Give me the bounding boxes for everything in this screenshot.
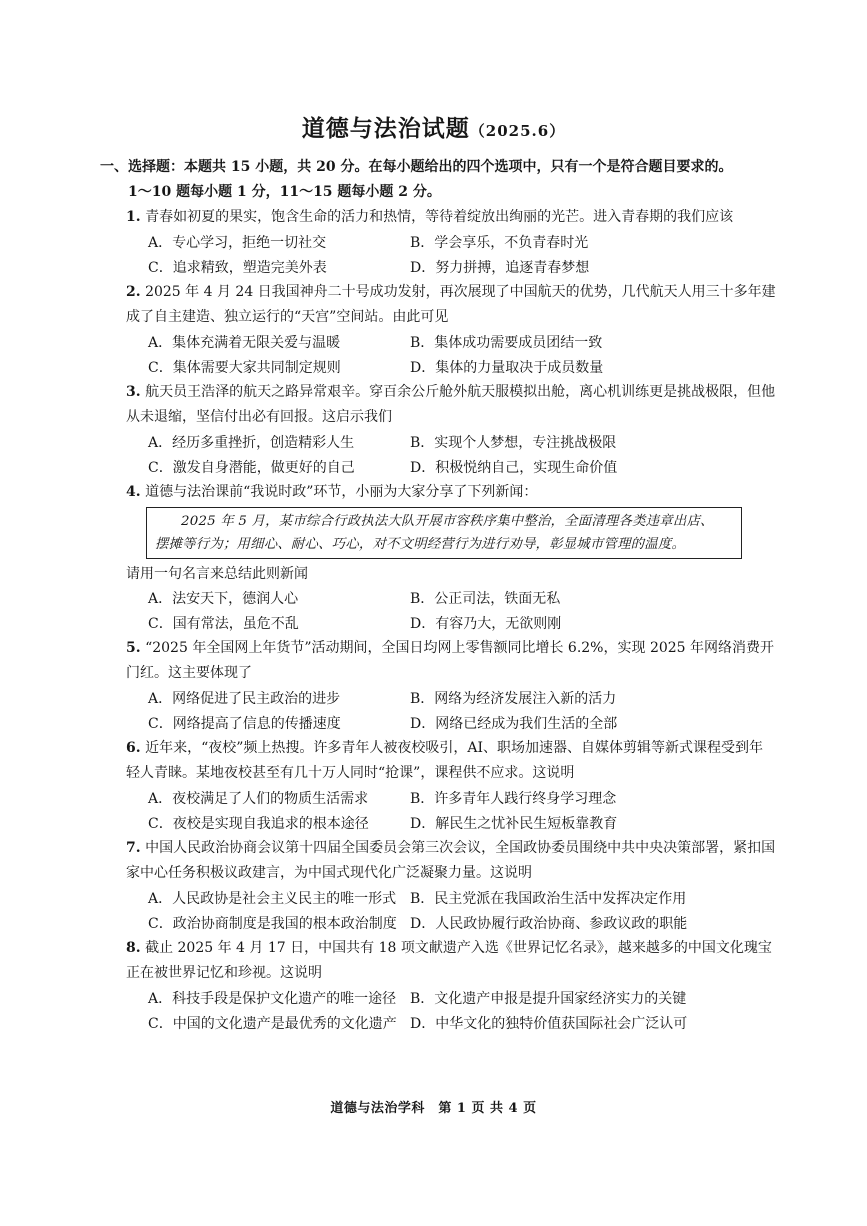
question-number: 7.	[126, 840, 141, 856]
options	[148, 987, 776, 1036]
option-a[interactable]: A．法安天下，德润人心	[148, 591, 299, 607]
page-title	[0, 110, 867, 143]
options	[148, 887, 776, 936]
question-number: 3.	[126, 384, 141, 400]
option-a[interactable]: A．科技手段是保护文化遗产的唯一途径	[148, 991, 397, 1007]
option-a[interactable]: A．夜校满足了人们的物质生活需求	[148, 791, 369, 807]
question-number: 6.	[126, 740, 141, 756]
question-number: 8.	[126, 940, 141, 956]
option-c[interactable]: C．夜校是实现自我追求的根本途径	[148, 815, 369, 832]
option-a[interactable]: A．专心学习，拒绝一切社交	[148, 235, 327, 251]
section-line-2: 1～10 题每小题 1 分，11～15 题每小题 2 分。	[128, 184, 441, 200]
question-stem	[126, 205, 776, 230]
option-b[interactable]: B．民主党派在我国政治生活中发挥决定作用	[410, 891, 687, 907]
option-d[interactable]: D．集体的力量取决于成员数量	[410, 359, 604, 376]
option-a[interactable]: A．网络促进了民主政治的进步	[148, 691, 341, 707]
stem-text: 道德与法治课前“我说时政”环节，小丽为大家分享了下列新闻：	[145, 484, 538, 500]
page-footer: 道德与法治学科 第 1 页 共 4 页	[330, 1101, 537, 1116]
question-number: 4.	[126, 484, 141, 500]
option-c[interactable]: C．激发自身潜能，做更好的自己	[148, 459, 355, 476]
option-d[interactable]: D．积极悦纳自己，实现生命价值	[410, 459, 618, 476]
question-stem	[126, 636, 776, 686]
section-line-1: 一、选择题：本题共 15 小题，共 20 分。在每小题给出的四个选项中，只有一个是符合题目要求的。	[100, 159, 733, 175]
question-prompt: 请用一句名言来总结此则新闻	[126, 566, 308, 582]
question-stem	[126, 380, 776, 430]
option-a[interactable]: A．集体充满着无限关爱与温暖	[148, 335, 341, 351]
stem-text: 2025 年 4 月 24 日我国神舟二十号成功发射，再次展现了中国航天的优势，几代航天人用三十多年建成了自主建造、独立运行的“天宫”空间站。由此可见	[126, 284, 776, 325]
options	[148, 231, 776, 280]
option-b[interactable]: B．实现个人梦想，专注挑战极限	[410, 435, 617, 451]
option-d[interactable]: D．人民政协履行政治协商、参政议政的职能	[410, 915, 688, 932]
stem-text: 近年来，“夜校”频上热搜。许多青年人被夜校吸引，AI、职场加速器、自媒体剪辑等新式课程受到年轻人青睐。某地夜校甚至有几十万人同时“抢课”，课程供不应求。这说明	[126, 740, 764, 781]
news-line-2: 摆摊等行为；用细心、耐心、巧心，对不文明经营行为进行劝导，彰显城市管理的温度。	[155, 537, 686, 552]
news-line-1: 2025 年 5 月，某市综合行政执法大队开展市容秩序集中整治，全面清理各类违章出店、	[181, 514, 714, 529]
option-b[interactable]: B．学会享乐，不负青春时光	[410, 235, 589, 251]
question-6	[126, 736, 776, 836]
option-c[interactable]: C．国有常法，虽危不乱	[148, 615, 299, 632]
option-d[interactable]: D．中华文化的独特价值获国际社会广泛认可	[410, 1015, 688, 1032]
title-text: 道德与法治试题	[301, 115, 470, 142]
question-list	[0, 205, 867, 1036]
section-heading	[100, 155, 820, 205]
question-7	[126, 836, 776, 936]
question-number: 5.	[126, 640, 141, 656]
option-d[interactable]: D．努力拼搏，追逐青春梦想	[410, 259, 590, 276]
question-stem	[126, 280, 776, 330]
question-2	[126, 280, 776, 380]
options	[148, 431, 776, 480]
option-b[interactable]: B．公正司法，铁面无私	[410, 591, 561, 607]
option-c[interactable]: C．追求精致，塑造完美外表	[148, 259, 327, 276]
stem-text: 中国人民政治协商会议第十四届全国委员会第三次会议，全国政协委员围绕中共中央决策部署，紧扣国家中心任务积极议政建言，为中国式现代化广泛凝聚力量。这说明	[126, 840, 776, 881]
question-number: 1.	[126, 209, 141, 225]
option-c[interactable]: C．中国的文化遗产是最优秀的文化遗产	[148, 1015, 397, 1032]
question-5	[126, 636, 776, 736]
option-b[interactable]: B．网络为经济发展注入新的活力	[410, 691, 617, 707]
title-year: （2025.6）	[469, 122, 566, 140]
question-3	[126, 380, 776, 480]
option-c[interactable]: C．政治协商制度是我国的根本政治制度	[148, 915, 397, 932]
option-c[interactable]: C．网络提高了信息的传播速度	[148, 715, 341, 732]
option-a[interactable]: A．人民政协是社会主义民主的唯一形式	[148, 891, 397, 907]
question-stem	[126, 736, 776, 786]
stem-text: “2025 年全国网上年货节”活动期间，全国日均网上零售额同比增长 6.2%，实现 2025 年网络消费开门红。这主要体现了	[126, 640, 775, 681]
stem-text: 截止 2025 年 4 月 17 日，中国共有 18 项文献遗产入选《世界记忆名录》，越来越多的中国文化瑰宝正在被世界记忆和珍视。这说明	[126, 940, 772, 981]
stem-text: 航天员王浩泽的航天之路异常艰辛。穿百余公斤舱外航天服模拟出舱，离心机训练更是挑战极限，但他从未退缩，坚信付出必有回报。这启示我们	[126, 384, 776, 425]
options	[148, 587, 776, 636]
option-d[interactable]: D．网络已经成为我们生活的全部	[410, 715, 618, 732]
option-b[interactable]: B．文化遗产申报是提升国家经济实力的关键	[410, 991, 687, 1007]
option-b[interactable]: B．许多青年人践行终身学习理念	[410, 791, 617, 807]
question-8	[126, 936, 776, 1036]
options	[148, 687, 776, 736]
question-4	[126, 480, 776, 636]
options	[148, 331, 776, 380]
option-d[interactable]: D．有容乃大，无欲则刚	[410, 615, 562, 632]
option-a[interactable]: A．经历多重挫折，创造精彩人生	[148, 435, 355, 451]
news-box	[146, 507, 742, 559]
question-stem	[126, 480, 776, 505]
option-d[interactable]: D．解民生之忧补民生短板靠教育	[410, 815, 618, 832]
options	[148, 787, 776, 836]
question-stem	[126, 836, 776, 886]
stem-text: 青春如初夏的果实，饱含生命的活力和热情，等待着绽放出绚丽的光芒。进入青春期的我们应该	[145, 209, 734, 225]
question-stem	[126, 936, 776, 986]
question-number: 2.	[126, 284, 141, 300]
option-b[interactable]: B．集体成功需要成员团结一致	[410, 335, 603, 351]
option-c[interactable]: C．集体需要大家共同制定规则	[148, 359, 341, 376]
question-1	[126, 205, 776, 280]
